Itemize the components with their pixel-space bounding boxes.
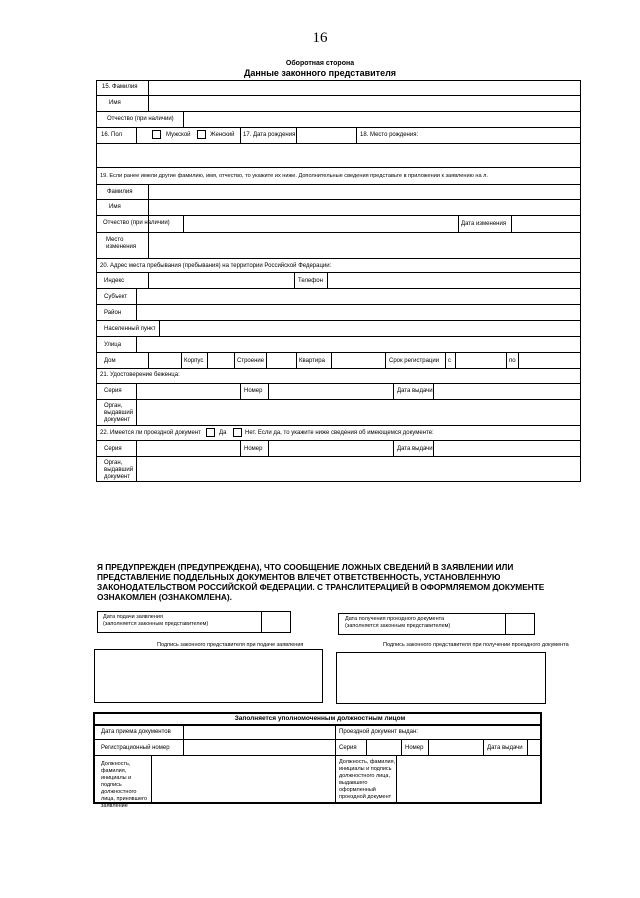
cell-divider — [148, 80, 149, 111]
official-issue-date-label: Дата выдачи — [487, 745, 523, 751]
cell-divider — [445, 352, 446, 368]
other-surname-label: Фамилия — [107, 189, 133, 195]
row-line — [96, 167, 581, 168]
cell-divider — [401, 739, 402, 755]
cell-divider — [506, 352, 507, 368]
cell-divider — [393, 383, 394, 399]
liability-warning: Я ПРЕДУПРЕЖДЕН (ПРЕДУПРЕЖДЕНА), ЧТО СООБЩЕНИЕ ЛОЖНЫХ СВЕДЕНИЙ В ЗАЯВЛЕНИИ ИЛИ ПРЕДСТАВЛЕНИЕ ПОДДЕЛЬНЫХ ДОКУМЕНТОВ ВЛЕЧЕТ ОТВЕТСТВЕННОСТЬ, УСТАНОВЛЕННУЮ ЗАКОНОДАТЕЛЬСТВОМ РОССИЙСКОЙ ФЕДЕРАЦИИ. С ТРАНСЛИТЕРАЦИЕЙ В ОФОРМЛЯЕМОМ ДОКУМЕНТЕ ОЗНАКОМЛЕН (ОЗНАКОМЛЕНА). — [97, 562, 545, 602]
sign-receive-box[interactable] — [336, 652, 546, 704]
travel-series-label: Серия — [104, 446, 122, 452]
row-line — [96, 127, 581, 128]
cell-divider — [483, 739, 484, 755]
from-label: с — [448, 358, 451, 364]
cell-divider — [327, 272, 328, 288]
cell-divider — [136, 336, 137, 352]
house-label: Дом — [104, 358, 116, 364]
travel-authority-label: Орган, выдавший документ — [104, 460, 134, 480]
row-line — [96, 336, 581, 337]
locality-label: Населенный пункт — [104, 326, 156, 332]
row-line — [96, 184, 581, 185]
cell-divider — [268, 440, 269, 456]
change-date-label: Дата изменения — [461, 221, 507, 227]
row-line — [96, 111, 581, 112]
row-line — [96, 288, 581, 289]
submit-date-note: (заполняется законным представителем) — [103, 621, 209, 627]
subject-label: Субъект — [104, 294, 128, 300]
refugee-series-label: Серия — [104, 388, 122, 394]
female-label: Женский — [210, 132, 235, 138]
cell-divider — [207, 352, 208, 368]
cell-divider — [428, 739, 429, 755]
cell-divider — [518, 352, 519, 368]
change-place-label: Место изменения — [106, 237, 137, 250]
cell-divider — [356, 127, 357, 143]
row-line — [96, 95, 581, 96]
reg-number-label: Регистрационный номер — [101, 745, 170, 751]
cell-divider — [136, 383, 137, 425]
cell-divider — [183, 724, 184, 755]
surname-label: 15. Фамилия — [102, 84, 138, 90]
cell-divider — [240, 383, 241, 399]
receive-date-note: (заполняется законным представителем) — [345, 623, 451, 629]
refugee-issue-date-label: Дата выдачи — [397, 388, 433, 394]
sign-submit-box[interactable] — [94, 649, 323, 703]
row-line — [96, 199, 581, 200]
travel-issue-date-label: Дата выдачи — [397, 446, 433, 452]
refugee-number-label: Номер — [244, 388, 263, 394]
official-issued-label: Должность, фамилия, инициалы и подпись должностного лица, выдавшего оформленный проездной документ — [339, 759, 396, 800]
cell-divider — [385, 352, 386, 368]
birthplace-label: 18. Место рождения: — [360, 132, 419, 138]
sign-submit-label: Подпись законного представителя при подаче заявления — [157, 642, 304, 648]
to-label: по — [509, 358, 516, 364]
row-line — [96, 383, 581, 384]
cell-divider — [136, 127, 137, 143]
no-label: Нет. Если да, то укажите ниже сведения об имеющемся документе: — [245, 430, 434, 436]
male-label: Мужской — [166, 132, 191, 138]
row-line — [96, 215, 581, 216]
submit-date-label: Дата подачи заявления — [103, 614, 163, 620]
cell-divider — [433, 440, 434, 456]
row-line — [96, 440, 581, 441]
cell-divider — [148, 272, 149, 288]
refugee-authority-label: Орган, выдавший документ — [104, 403, 134, 423]
row-line — [96, 272, 581, 273]
reverse-side-label: Оборотная сторона — [285, 60, 355, 67]
row-line — [93, 755, 542, 756]
name-label: Имя — [109, 100, 121, 106]
cell-divider — [455, 352, 456, 368]
cell-divider — [151, 755, 152, 804]
cell-divider — [148, 352, 149, 368]
sex-label: 16. Пол — [101, 132, 123, 138]
patronymic-label: Отчество (при наличии) — [107, 116, 174, 122]
yes-label: Да — [219, 430, 227, 436]
cell-divider — [159, 320, 160, 336]
row-line — [96, 304, 581, 305]
travel-doc-issued-label: Проездной документ выдан: — [339, 729, 418, 735]
building-label: Корпус — [184, 358, 204, 364]
female-checkbox[interactable] — [197, 130, 206, 139]
section-title: Данные законного представителя — [243, 68, 397, 78]
other-names-text: 19. Если ранее имели другие фамилию, имя, отчество, то укажите их ниже. Дополнительные сведения представьте в приложении к заявлению на л. — [100, 173, 488, 179]
travel-number-label: Номер — [244, 446, 263, 452]
row-line — [96, 143, 581, 144]
cell-divider — [240, 440, 241, 456]
cell-divider — [433, 383, 434, 399]
row-line — [96, 320, 581, 321]
sign-receive-label: Подпись законного представителя при получении проездного документа — [383, 642, 569, 648]
cell-divider — [268, 383, 269, 399]
yes-checkbox[interactable] — [206, 428, 215, 437]
row-line — [96, 232, 581, 233]
phone-label: Телефон — [298, 278, 323, 284]
cell-divider — [393, 440, 394, 456]
main-form-frame — [96, 80, 581, 482]
cell-divider — [136, 440, 137, 482]
cell-divider — [181, 352, 182, 368]
official-number-label: Номер — [405, 745, 424, 751]
refugee-section-label: 21. Удостоверение беженца: — [100, 372, 180, 378]
index-label: Индекс — [104, 278, 125, 284]
cell-divider — [331, 352, 332, 368]
row-line — [93, 739, 542, 740]
row-line — [96, 258, 581, 259]
official-title: Заполняется уполномоченным должностным лицом — [234, 715, 406, 722]
cell-divider — [136, 288, 137, 304]
cell-divider — [366, 739, 367, 755]
district-label: Район — [104, 310, 122, 316]
cell-divider — [136, 304, 137, 320]
cell-divider — [458, 215, 459, 232]
reg-period-label: Срок регистрации — [389, 358, 440, 364]
no-checkbox[interactable] — [233, 428, 242, 437]
cell-divider — [296, 352, 297, 368]
cell-divider — [234, 352, 235, 368]
row-line — [96, 352, 581, 353]
accept-date-label: Дата приема документов — [101, 729, 171, 735]
cell-divider — [527, 739, 528, 755]
street-label: Улица — [104, 342, 122, 348]
cell-divider — [148, 184, 149, 258]
cell-divider — [335, 724, 336, 804]
address-section-label: 20. Адрес места пребывания (пребывания) на территории Российской Федерации: — [100, 263, 332, 269]
official-series-label: Серия — [339, 745, 357, 751]
cell-divider — [183, 215, 184, 232]
travel-doc-question: 22. Имеется ли проездной документ — [100, 430, 201, 436]
cell-divider — [240, 127, 241, 143]
row-line — [96, 368, 581, 369]
male-checkbox[interactable] — [152, 130, 161, 139]
other-name-label: Имя — [109, 204, 121, 210]
row-line — [96, 456, 581, 457]
structure-label: Строение — [237, 358, 265, 364]
cell-divider — [183, 111, 184, 127]
official-accepted-label: Должность, фамилия, инициалы и подпись должностного лица, принявшего заявление — [101, 761, 148, 809]
cell-divider — [511, 215, 512, 232]
receive-date-label: Дата получения проездного документа — [345, 616, 445, 622]
row-line — [93, 724, 542, 726]
row-line — [96, 399, 581, 400]
other-patronymic-label: Отчество (при наличии) — [103, 220, 170, 226]
apartment-label: Квартира — [299, 358, 325, 364]
cell-divider — [505, 613, 506, 635]
cell-divider — [266, 352, 267, 368]
page-number: 16 — [312, 30, 328, 46]
cell-divider — [294, 272, 295, 288]
birthdate-label: 17. Дата рождения — [243, 132, 296, 138]
cell-divider — [296, 127, 297, 143]
row-line — [96, 425, 581, 426]
cell-divider — [261, 611, 262, 633]
